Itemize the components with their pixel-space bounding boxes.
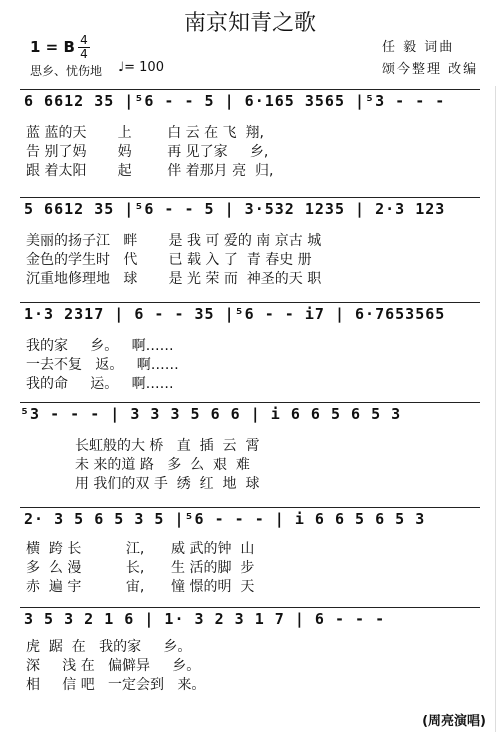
- lyric-line: 用 我们的双 手 绣 红 地 球: [26, 476, 260, 492]
- lyric-line: 相 信 吧 一定会到 来。: [26, 677, 206, 693]
- mood-marking: 思乡、忧伤地: [30, 64, 103, 78]
- lyric-line: 美丽的扬子江 畔 是 我 可 爱的 南 京古 城: [26, 233, 322, 249]
- notation-line: 3 5 3 2 1 6 | 1· 3 2 3 1 7 | 6 - - -: [24, 610, 386, 628]
- lyric-line: 告 别了妈 妈 再 见了家 乡,: [26, 144, 269, 160]
- slur-line: [20, 507, 480, 508]
- lyric-line: 多 么 漫 长, 生 活的脚 步: [26, 560, 255, 576]
- notation-line: 2· 3 5 6 5 3 5 |⁵6 - - - | i 6 6 5 6 5 3: [24, 510, 426, 528]
- score-system-1: [0, 92, 500, 187]
- time-signature-top: 4: [80, 33, 88, 47]
- score-system-6: [0, 610, 500, 700]
- slur-line: [20, 607, 480, 608]
- slur-line: [20, 302, 480, 303]
- lyric-line: 蓝 蓝的天 上 白 云 在 飞 翔,: [26, 125, 264, 141]
- slur-line: [20, 402, 480, 403]
- lyricist-credit: 任 毅 词曲: [382, 40, 455, 55]
- singer-credit: (周亮演唱): [422, 714, 486, 729]
- lyric-line: 沉重地修理地 球 是 光 荣 而 神圣的天 职: [26, 271, 322, 287]
- lyric-line: 我的命 运。 啊……: [26, 376, 174, 392]
- lyric-line: 虎 踞 在 我的家 乡。: [26, 639, 192, 655]
- notation-line: ⁵3 - - - | 3 3 3 5 6 6 | i 6 6 5 6 5 3: [20, 405, 402, 423]
- lyric-line: 横 跨 长 江, 威 武的钟 山: [26, 541, 255, 557]
- notation-line: 6 6612 35 |⁵6 - - 5 | 6·165 3565 |⁵3 - - -: [24, 92, 446, 110]
- notation-line: 1·3 2317 | 6 - - 35 |⁵6 - - i7 | 6·7653565: [24, 305, 446, 323]
- lyric-line: 金色的学生时 代 已 载 入 了 青 春史 册: [26, 252, 312, 268]
- score-system-2: [0, 200, 500, 295]
- time-signature-bottom: 4: [80, 47, 88, 61]
- score-system-4: [0, 405, 500, 500]
- lyric-line: 深 浅 在 偏僻异 乡。: [26, 658, 201, 674]
- lyric-line: 我的家 乡。 啊……: [26, 338, 174, 354]
- score-system-5: [0, 510, 500, 605]
- lyric-line: 长虹般的大 桥 直 插 云 霄: [26, 438, 260, 454]
- lyric-line: 未 来的道 路 多 么 艰 难: [26, 457, 250, 473]
- slur-line: [20, 197, 480, 198]
- tempo-marking: ♩= 100: [118, 60, 164, 75]
- lyric-line: 一去不复 返。 啊……: [26, 357, 179, 373]
- time-signature: [78, 35, 90, 60]
- song-title: 南京知青之歌: [183, 11, 316, 36]
- key-signature: 1 = B: [30, 38, 75, 56]
- lyric-line: 赤 遍 宇 宙, 憧 憬的明 天: [26, 579, 255, 595]
- notation-line: 5 6612 35 |⁵6 - - 5 | 3·532 1235 | 2·3 123: [24, 200, 446, 218]
- arranger-credit: 颂今整理 改编: [382, 62, 479, 77]
- lyric-line: 跟 着太阳 起 伴 着那月 亮 归,: [26, 163, 274, 179]
- score-system-3: [0, 305, 500, 395]
- slur-line: [20, 89, 480, 90]
